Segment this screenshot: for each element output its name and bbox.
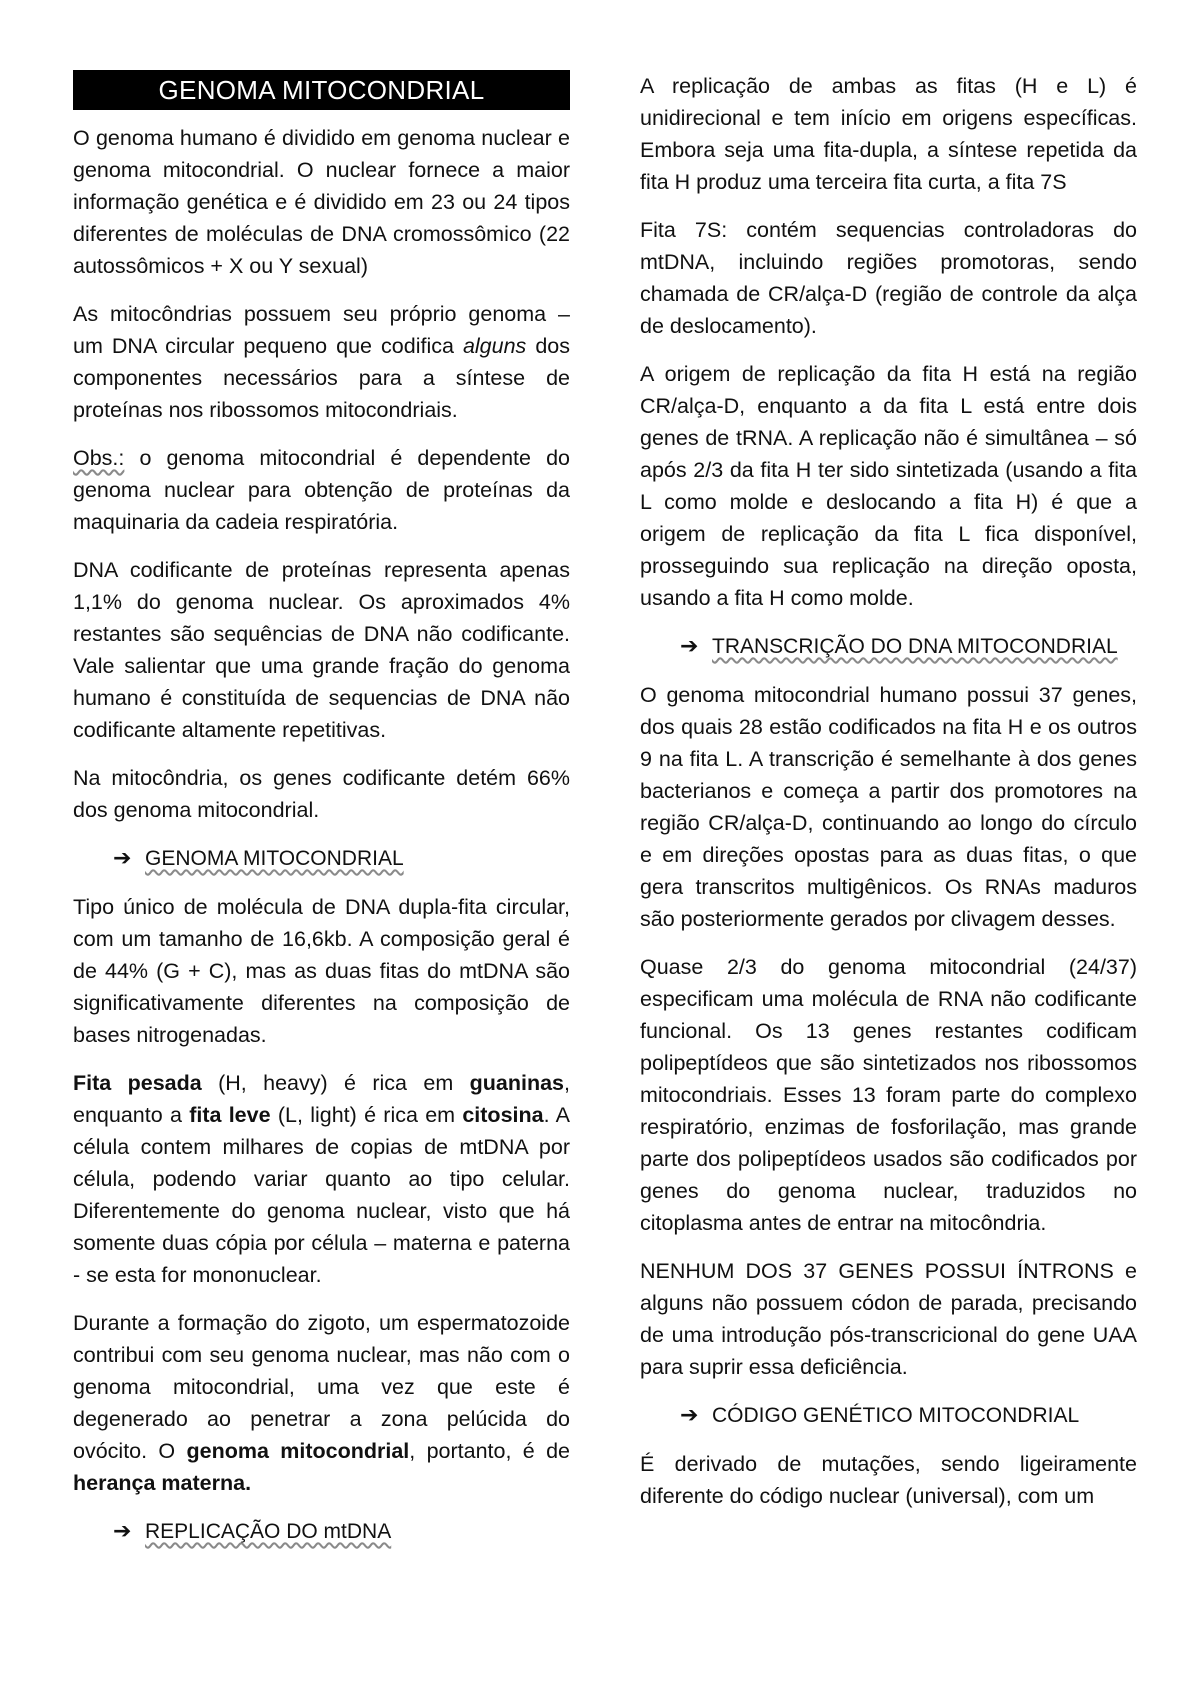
text-segment: , portanto, é de <box>409 1439 570 1463</box>
bold-text: herança materna. <box>73 1471 252 1495</box>
paragraph-observation <box>73 442 570 538</box>
heading-label: CÓDIGO GENÉTICO MITOCONDRIAL <box>712 1404 1080 1427</box>
text-segment: (L, light) é rica em <box>270 1103 463 1127</box>
paragraph-zygote <box>73 1307 570 1499</box>
paragraph-replication: A replicação de ambas as fitas (H e L) é unidirecional e tem início em origens específicas. Embora seja uma fita-dupla, a síntese repetida da fita H produz uma terceira fita curta, a fita 7S <box>640 74 1137 194</box>
section-heading-replicacao <box>73 1515 570 1548</box>
paragraph-strand-7s: Fita 7S: contém sequencias controladoras do mtDNA, incluindo regiões promotoras, sendo chamada de CR/alça-D (região de controle da alça de deslocamento). <box>640 218 1137 338</box>
text-segment: o genoma mitocondrial é dependente do genoma nuclear para obtenção de proteínas da maquinaria da cadeia respiratória. <box>73 446 570 534</box>
heading-label: GENOMA MITOCONDRIAL <box>145 847 404 870</box>
heading-label: TRANSCRIÇÃO DO DNA MITOCONDRIAL <box>712 635 1118 658</box>
paragraph-transcription: O genoma mitocondrial humano possui 37 genes, dos quais 28 estão codificados na fita H e os outros 9 na fita L. A transcrição é semelhante à dos genes bacterianos e começa a partir dos promotores na região CR/alça-D, continuando ao longo do círculo e em direções opostas para as duas fitas, o que gera transcritos multigênicos. Os RNAs maduros são posteriormente gerados por clivagem desses. <box>640 683 1137 931</box>
paragraph-molecule-type: Tipo único de molécula de DNA dupla-fita circular, com um tamanho de 16,6kb. A composição geral é de 44% (G + C), mas as duas fitas do mtDNA são significativamente diferentes na composição de bases nitrogenadas. <box>73 895 570 1047</box>
paragraph-mitochondria-genome <box>73 298 570 426</box>
paragraph-genome-division: O genoma humano é dividido em genoma nuclear e genoma mitocondrial. O nuclear fornece a maior informação genética e é dividido em 23 ou 24 tipos diferentes de moléculas de DNA cromossômico (22 autossômicos + X ou Y sexual) <box>73 126 570 278</box>
section-heading-genoma <box>73 842 570 875</box>
bold-text: guaninas <box>469 1071 565 1095</box>
arrow-right-icon: ➔ <box>680 633 699 658</box>
paragraph-noncoding-rna: Quase 2/3 do genoma mitocondrial (24/37) especificam uma molécula de RNA não codificante funcional. Os 13 genes restantes codificam polipeptídeos que são sintetizados nos ribossomos mitocondriais. Esses 13 foram parte do complexo respiratório, enzimas de fosforilação, mas grande parte dos polipeptídeos usados são codificados por genes do genoma nuclear, traduzidos no citoplasma antes de entrar na mitocôndria. <box>640 955 1137 1235</box>
arrow-right-icon: ➔ <box>113 1518 132 1543</box>
text-segment: (H, heavy) é rica em <box>201 1071 470 1095</box>
text-segment: , enquanto a <box>73 1071 571 1127</box>
arrow-right-icon: ➔ <box>680 1402 699 1427</box>
italic-text: alguns <box>462 334 527 358</box>
paragraph-genetic-code: É derivado de mutações, sendo ligeiramente diferente do código nuclear (universal), com um <box>640 1452 1137 1508</box>
arrow-right-icon: ➔ <box>113 845 132 870</box>
heading-label: REPLICAÇÃO DO mtDNA <box>145 1520 392 1543</box>
bold-text: genoma mitocondrial <box>186 1439 410 1463</box>
right-column <box>640 70 1137 1528</box>
bold-text: fita leve <box>189 1103 271 1127</box>
paragraph-heavy-light-strand <box>73 1067 570 1291</box>
section-heading-transcricao <box>640 630 1137 663</box>
text-segment: . A célula contem milhares de copias de mtDNA por célula, podendo variar quanto ao tipo celular. Diferentemente do genoma nuclear, visto que há somente duas cópia por célula – materna e paterna - se esta for mononuclear. <box>73 1103 570 1287</box>
paragraph-no-introns: NENHUM DOS 37 GENES POSSUI ÍNTRONS e alguns não possuem códon de parada, precisando de uma introdução pós-transcricional do gene UAA para suprir essa deficiência. <box>640 1259 1137 1379</box>
paragraph-coding-dna: DNA codificante de proteínas representa apenas 1,1% do genoma nuclear. Os aproximados 4% restantes são sequências de DNA não codificante. Vale salientar que uma grande fração do genoma humano é constituída de sequencias de DNA não codificante altamente repetitivas. <box>73 558 570 742</box>
page-title: GENOMA MITOCONDRIAL <box>73 70 570 110</box>
paragraph-mitochondria-genes: Na mitocôndria, os genes codificante detém 66% dos genoma mitocondrial. <box>73 766 570 822</box>
text-segment: dos componentes necessários para a síntese de proteínas nos ribossomos mitocondriais. <box>73 334 570 422</box>
section-heading-codigo <box>640 1399 1137 1432</box>
text-segment: As mitocôndrias possuem seu próprio genoma – um DNA circular pequeno que codifica <box>73 302 570 358</box>
text-segment: Durante a formação do zigoto, um espermatozoide contribui com seu genoma nuclear, mas não com o genoma mitocondrial, uma vez que este é degenerado ao penetrar a zona pelúcida do ovócito. O <box>73 1311 570 1463</box>
paragraph-replication-origin: A origem de replicação da fita H está na região CR/alça-D, enquanto a da fita L está entre dois genes de tRNA. A replicação não é simultânea – só após 2/3 da fita H ter sido sintetizada (usando a fita L como molde e deslocando a fita H) é que a origem de replicação da fita L fica disponível, prosseguindo sua replicação na direção oposta, usando a fita H como molde. <box>640 362 1137 610</box>
bold-text: citosina <box>462 1103 544 1127</box>
obs-label: Obs.: <box>73 446 125 470</box>
bold-text: Fita pesada <box>73 1071 202 1095</box>
left-column <box>73 70 570 1564</box>
